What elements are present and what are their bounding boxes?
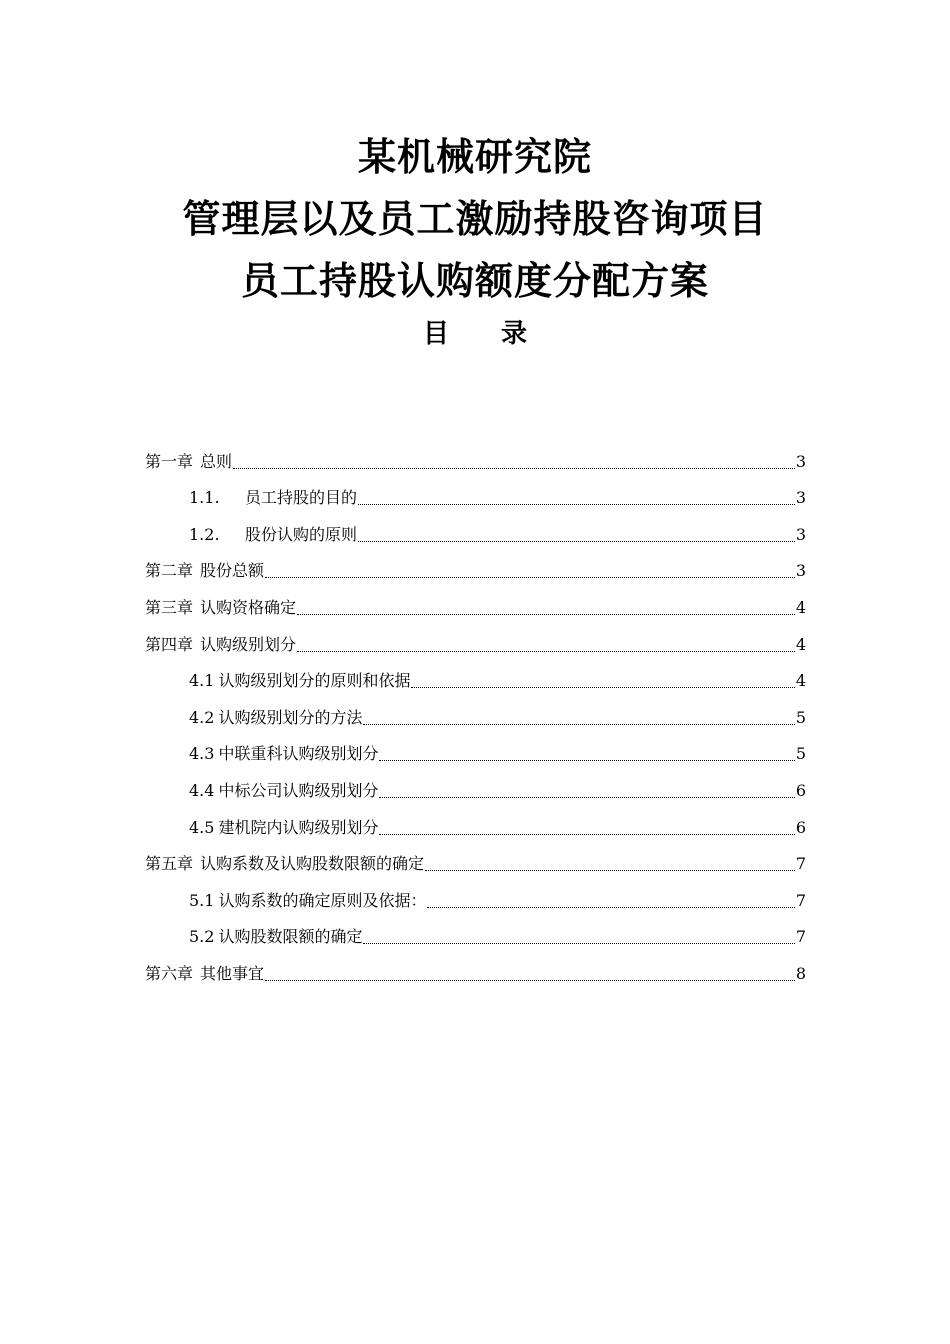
toc-entry[interactable] bbox=[145, 916, 806, 953]
toc-entry-text: 认购级别划分 bbox=[200, 634, 297, 654]
toc-entry-number: 4.1 bbox=[189, 671, 215, 691]
toc-entry-number: 第一章 bbox=[145, 451, 194, 471]
toc-entry-label bbox=[189, 776, 378, 806]
toc-entry-label bbox=[145, 959, 264, 989]
toc-dot-leader bbox=[358, 504, 795, 505]
toc-dot-leader bbox=[427, 907, 794, 908]
toc-entry-text: 总则 bbox=[200, 451, 233, 471]
toc-heading: 目 录 bbox=[422, 319, 527, 349]
toc-entry[interactable] bbox=[145, 440, 806, 477]
toc-entry[interactable] bbox=[145, 952, 806, 989]
toc-entry[interactable] bbox=[145, 623, 806, 660]
toc-entry-label bbox=[189, 666, 410, 696]
toc-entry-number: 5.2 bbox=[189, 927, 215, 947]
toc-entry-label bbox=[189, 739, 378, 769]
toc-dot-leader bbox=[379, 834, 794, 835]
toc-page-number: 3 bbox=[795, 488, 806, 508]
toc-dot-leader bbox=[265, 980, 795, 981]
toc-entry-number: 第六章 bbox=[145, 963, 194, 983]
toc-dot-leader bbox=[358, 541, 795, 542]
toc-page-number: 6 bbox=[795, 817, 806, 837]
toc-page-number: 7 bbox=[795, 854, 806, 874]
toc-page-number: 3 bbox=[795, 561, 806, 581]
document-title bbox=[0, 126, 950, 312]
toc-entry-text: 其他事宜 bbox=[200, 963, 265, 983]
toc-entry-number: 1.2. bbox=[189, 524, 220, 544]
toc-entry-text: 员工持股的目的 bbox=[245, 488, 358, 508]
toc-entry[interactable] bbox=[145, 550, 806, 587]
toc-page-number: 5 bbox=[795, 744, 806, 764]
toc-entry-number: 1.1. bbox=[189, 488, 220, 508]
toc-page-number: 5 bbox=[795, 707, 806, 727]
toc-entry-label bbox=[145, 593, 296, 623]
toc-entry[interactable] bbox=[145, 696, 806, 733]
toc-dot-leader bbox=[297, 614, 795, 615]
toc-entry-text: 中联重科认购级别划分 bbox=[218, 744, 379, 764]
toc-entry-label bbox=[145, 447, 232, 477]
toc-entry-number: 第四章 bbox=[145, 634, 194, 654]
toc-entry-label bbox=[189, 703, 362, 733]
toc-entry[interactable] bbox=[145, 513, 806, 550]
toc-dot-leader bbox=[379, 797, 794, 798]
toc-entry[interactable] bbox=[145, 660, 806, 697]
toc-dot-leader bbox=[297, 651, 795, 652]
toc-entry-text: 建机院内认购级别划分 bbox=[218, 817, 379, 837]
toc-dot-leader bbox=[265, 577, 795, 578]
toc-page-number: 4 bbox=[795, 597, 806, 617]
toc-entry-number: 第二章 bbox=[145, 561, 194, 581]
toc-page-number: 8 bbox=[795, 963, 806, 983]
toc-entry-number: 4.5 bbox=[189, 817, 215, 837]
toc-entry-label bbox=[145, 849, 424, 879]
toc-entry-text: 中标公司认购级别划分 bbox=[218, 780, 379, 800]
toc-entry-label bbox=[189, 520, 357, 550]
toc-entry-label bbox=[189, 813, 378, 843]
toc-entry[interactable] bbox=[145, 769, 806, 806]
toc-page-number: 3 bbox=[795, 451, 806, 471]
toc-entry[interactable] bbox=[145, 806, 806, 843]
toc-entry-number: 第五章 bbox=[145, 854, 194, 874]
toc-entry-label bbox=[145, 556, 264, 586]
toc-entry-label bbox=[145, 630, 296, 660]
title-line-2: 管理层以及员工激励持股咨询项目 bbox=[182, 197, 768, 241]
toc-page-number: 6 bbox=[795, 780, 806, 800]
toc-entry-number: 4.3 bbox=[189, 744, 215, 764]
toc-entry-text: 股份总额 bbox=[200, 561, 265, 581]
toc-entry-number: 4.4 bbox=[189, 780, 215, 800]
toc-entry[interactable] bbox=[145, 843, 806, 880]
toc-page-number: 3 bbox=[795, 524, 806, 544]
toc-entry-text: 股份认购的原则 bbox=[245, 524, 358, 544]
toc-dot-leader bbox=[379, 760, 794, 761]
toc-entry-number: 第三章 bbox=[145, 597, 194, 617]
toc-dot-leader bbox=[363, 943, 794, 944]
toc-entry-label bbox=[189, 483, 357, 513]
table-of-contents bbox=[145, 440, 806, 989]
title-line-1: 某机械研究院 bbox=[357, 135, 592, 179]
toc-entry-text: 认购级别划分的原则和依据 bbox=[218, 671, 411, 691]
toc-dot-leader bbox=[411, 687, 794, 688]
toc-dot-leader bbox=[425, 870, 795, 871]
toc-page-number: 4 bbox=[795, 634, 806, 654]
toc-entry[interactable] bbox=[145, 477, 806, 514]
toc-entry-text: 认购级别划分的方法 bbox=[218, 707, 363, 727]
toc-entry[interactable] bbox=[145, 586, 806, 623]
toc-entry-label bbox=[189, 886, 426, 916]
toc-entry-text: 认购系数及认购股数限额的确定 bbox=[200, 854, 425, 874]
toc-page-number: 7 bbox=[795, 890, 806, 910]
toc-entry-text: 认购股数限额的确定 bbox=[218, 927, 363, 947]
toc-page-number: 4 bbox=[795, 671, 806, 691]
toc-entry-text: 认购系数的确定原则及依据： bbox=[218, 890, 427, 910]
toc-dot-leader bbox=[233, 468, 795, 469]
toc-entry-label bbox=[189, 922, 362, 952]
toc-entry[interactable] bbox=[145, 733, 806, 770]
toc-page-number: 7 bbox=[795, 927, 806, 947]
title-line-3: 员工持股认购额度分配方案 bbox=[240, 259, 709, 303]
toc-entry-number: 5.1 bbox=[189, 890, 215, 910]
toc-dot-leader bbox=[363, 724, 794, 725]
toc-entry[interactable] bbox=[145, 879, 806, 916]
toc-entry-number: 4.2 bbox=[189, 707, 215, 727]
toc-entry-text: 认购资格确定 bbox=[200, 597, 297, 617]
